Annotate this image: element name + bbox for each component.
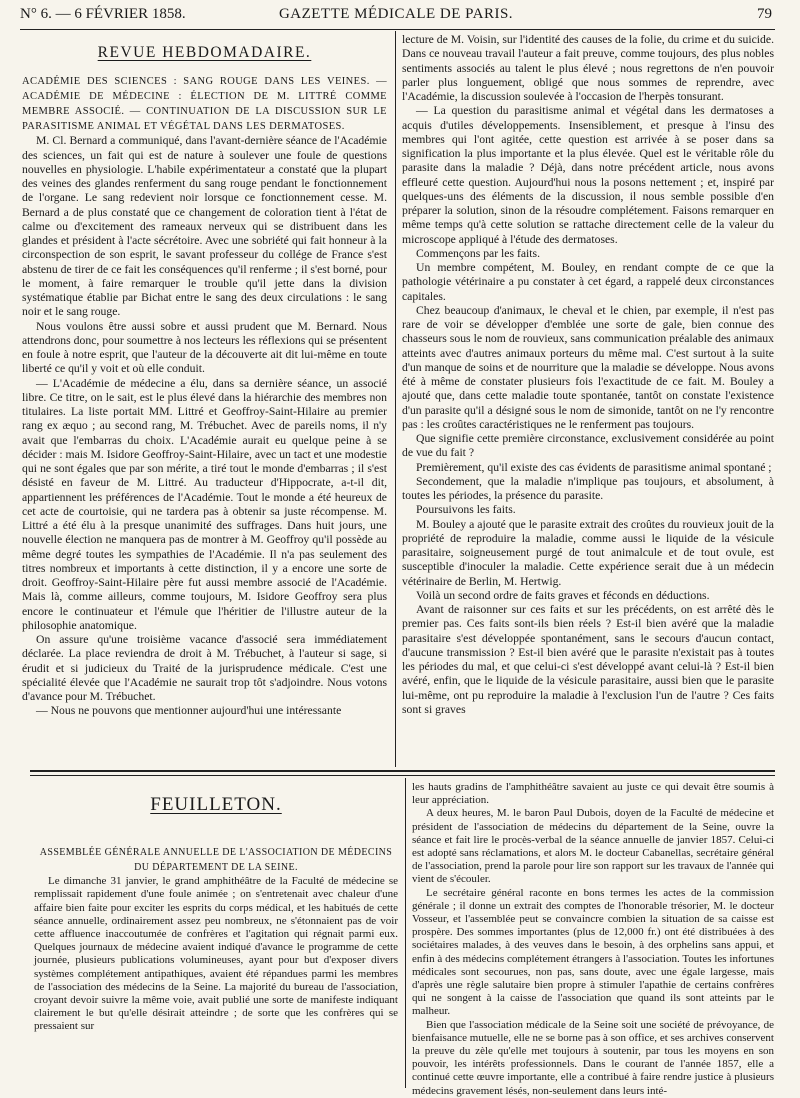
paragraph: M. Bouley a ajouté que le parasite extrait des croûtes du rouvieux jouit de la propriété de reproduire la maladie, comme aussi le liquide de la vésicule parasitaire, soigneusement purgé de tout animalcule et de tout ovule, est susceptible d'inoculer la maladie. Cette expérience serait due à un médecin vétérinaire de Berlin, M. Hertwig. (402, 517, 774, 588)
feuilleton-rule-bottom (30, 775, 775, 776)
upper-column-divider (395, 31, 396, 767)
paragraph: lecture de M. Voisin, sur l'identité des causes de la folie, du crime et du suicide. Dans ce nouveau travail l'auteur a fait preuve, comme toujours, des plus nobles sentiments associés au talent le plus élevé ; nous regrettons de n'en pouvoir parler plus longuement, obligé que nous sommes de reprendre, avec l'Académie, la discussion soulevée à l'occasion de l'herpès tonsurant. (402, 33, 774, 103)
paragraph: les hauts gradins de l'amphithéâtre savaient au juste ce qui devait être soumis à leur appréciation. (412, 781, 774, 807)
paragraph: On assure qu'une troisième vacance d'associé sera immédiatement déclarée. La place reviendra de droit à M. Trébuchet, à l'auteur si sage, si érudit et si judicieux du Traité de la jurisprudence médicale. C'est une spécialité élevée que l'Académie ne saurait trop tôt s'adjoindre. Nous votons d'avance pour M. Trébuchet. (22, 633, 387, 703)
page-number: 79 (757, 6, 772, 22)
revue-title: REVUE HEBDOMADAIRE. (97, 44, 312, 61)
paragraph: Bien que l'association médicale de la Seine soit une société de prévoyance, de bienfaisance mutuelle, elle ne se borne pas à son office, et ses archives conservent la preuve du zèle qu'elle met toujours à soutenir, par tous les moyens en son pouvoir, les intérêts professionnels. Dans le courant de l'année 1857, elle a continué cette œuvre importante, elle a contribué à faire rendre justice à plusieurs médecins gravement lésés, non-seulement dans leurs inté- (412, 1018, 774, 1097)
paragraph: Le dimanche 31 janvier, le grand amphithéâtre de la Faculté de médecine se remplissait rapidement d'une foule animée ; on s'entretenait avec chaleur d'une affaire bien faite pour exciter les esprits du corps médical, et les habitués de cette séance annuelle, ordinairement assez peu nombreux, ne s'étonnaient pas de voir cette affluence inaccoutumée de confrères et l'agitation qui régnait parmi eux. Quelques journaux de médecine avaient indiqué d'avance le programme de cette journée, plusieurs publications volumineuses, ayant pour but d'exposer divers systèmes complétement antipathiques, avaient été répandues parmi les membres de l'association des médecins de la Seine. La majorité du bureau de l'association, croyant devoir suivre la même voie, avait publié une sorte de manifeste indiquant clairement le but qu'elle désirait atteindre ; de sorte que les confrères qui se pressaient sur (34, 875, 398, 1033)
paragraph: Premièrement, qu'il existe des cas évidents de parasitisme animal spontané ; (416, 460, 772, 474)
feuilleton-right-column (412, 781, 774, 1097)
paragraph: Nous voulons être aussi sobre et aussi prudent que M. Bernard. Nous attendrons donc, pour soumettre à nos lecteurs les réflexions qui se présentent en foule à notre esprit, que l'auteur de la découverte ait dit lui-même en toute liberté ce qu'il y voit et où elle conduit. (22, 319, 387, 376)
paragraph: Un membre compétent, M. Bouley, en rendant compte de ce que la pathologie vétérinaire a pu constater à cet égard, a rappelé deux circonstances capitales. (402, 261, 774, 303)
feuilleton-subtitle: ASSEMBLÉE GÉNÉRALE ANNUELLE DE L'ASSOCIATION DE MÉDECINS DU DÉPARTEMENT DE LA SEINE. (39, 847, 393, 874)
paragraph: Poursuivons les faits. (416, 503, 516, 517)
paragraph: Commençons par les faits. (416, 246, 540, 260)
lower-column-divider (405, 778, 406, 1088)
paragraph: Chez beaucoup d'animaux, le cheval et le chien, par exemple, il n'est pas rare de voir se développer d'emblée une sorte de gale, bien connue des chasseurs sous le nom de rouvieux, sans communication préalable des animaux atteints avec d'autres animaux porteurs du même mal. C'est surtout à la suite d'un manque de soins et de nourriture que la maladie se développe. Nous avons été à même de constater plusieurs fois l'exactitude de ce fait. M. Bouley a ajouté que, dans cette maladie toute spontanée, tantôt on constate l'existence d'un parasite qu'il a désigné sous le nom de simonide, tantôt on ne l'y rencontre pas : les croûtes caractéristiques ne le renferment pas toujours. (402, 303, 774, 431)
paragraph: — La question du parasitisme animal et végétal dans les dermatoses a acquis d'utiles développements. Insensiblement, et presque à l'insu des membres qui l'ont agitée, cette question est arrivée à se poser dans sa signification la plus importante et la plus élevée. Quel est le véritable rôle du parasite dans la maladie ? Déjà, dans notre précédent article, nous avons effleuré cette question. Aujourd'hui nous la posons nettement ; et, inspiré par quelques-uns des éléments de la discussion, il nous semble possible d'en préparer la solution, sinon de la résoudre complétement. Faisons remarquer en même temps qu'à cette solution se rattache directement celle de la valeur du microscope appliqué à l'étude des dermatoses. (402, 104, 774, 246)
paragraph: — Nous ne pouvons que mentionner aujourd'hui une intéressante (36, 704, 342, 718)
paragraph: — L'Académie de médecine a élu, dans sa dernière séance, un associé libre. Ce titre, on le sait, est le plus élevé dans la hiérarchie des membres non titulaires. La liste portait MM. Littré et Geoffroy-Saint-Hilaire au premier rang ex æquo ; au second rang, M. Trébuchet. Avec de pareils noms, il n'y avait que l'embarras du choix. L'Académie aurait eu quelque peine à se décider : mais M. Isidore Geoffroy-Saint-Hilaire, avec un tact et une modestie qui ne sont égales que par son mérite, a tiré tout le monde d'embarras ; il s'est désisté en faveur de M. Littré. Au traducteur d'Hippocrate, a-t-il dit, appartiennent les préférences de l'Académie. Tout le monde a été heureux de cet acte de courtoisie, qui ne tardera pas à obtenir sa juste récompense. M. Littré a été élu à la presque unanimité des suffrages. Dans huit jours, une nouvelle élection ne manquera pas de montrer à M. Geoffroy qu'il possède au même degré toutes les sympathies de l'Académie. Il n'a pas seulement des titres nombreux et importants à cette distinction, il y a encore une sorte de droit. Geoffroy-Saint-Hilaire père fut aussi membre associé de l'Académie. Mais là, comme ailleurs, comme toujours, M. Isidore Geoffroy sera plus encore le continuateur et l'émule que l'héritier de l'illustre auteur de la philosophie anatomique. (22, 376, 387, 632)
paragraph: Secondement, que la maladie n'implique pas toujours, et absolument, à toutes les périodes, la présence du parasite. (402, 474, 774, 502)
revue-summary: ACADÉMIE DES SCIENCES : SANG ROUGE DANS LES VEINES. — ACADÉMIE DE MÉDECINE : ÉLECTION DE M. LITTRÉ COMME MEMBRE ASSOCIÉ. — CONTINUATION DE LA DISCUSSION SUR LE PARASITISME ANIMAL ET VÉGÉTAL DANS LES DERMATOSES. (22, 76, 387, 133)
paragraph: Le secrétaire général raconte en bons termes les actes de la commission générale ; il donne un extrait des comptes de l'honorable trésorier, M. le docteur Vosseur, et l'assemblée peut se convaincre combien la situation de sa caisse est prospère. Des sommes importantes (plus de 12,000 fr.) ont été distribuées à des sociétaires malades, à des veuves dans le besoin, à des orphelins sans appui, et enfin à des médecins complétement étrangers à l'association. Toutes les infortunes médicales sont secourues, non pas, sans doute, avec une égale largesse, mais d'après une règle salutaire bien propre à stimuler l'apathie de certains confrères qui ne songent à la caisse de l'association que quand ils sont atteints par le malheur. (412, 886, 774, 1018)
feuilleton-title: FEUILLETON. (150, 794, 282, 815)
feuilleton-rule-top (30, 770, 775, 772)
feuilleton-left-column (34, 780, 398, 1090)
running-header (20, 4, 772, 28)
paragraph: Avant de raisonner sur ces faits et sur les précédents, on est arrêté dès le premier pas. Ces faits sont-ils bien réels ? Est-il bien avéré que la maladie parasitaire s'est développée spontanément, sans le secours d'aucun contact, d'aucune transmission ? Est-il bien avéré que le parasite n'existait pas à toutes les périodes du mal, et que celui-ci s'est développé avant celui-là ? Est-il bien avéré, enfin, que le liquide de la vésicule parasitaire, aussi bien que le parasite lui-même, ont pu reproduire la maladie à l'exclusion l'un de l'autre ? Ces faits sont si graves (402, 603, 774, 716)
issue-number: N° 6. — 6 FÉVRIER 1858. (20, 6, 186, 22)
header-rule (20, 29, 775, 30)
paragraph: Voilà un second ordre de faits graves et féconds en déductions. (416, 588, 710, 602)
paragraph: M. Cl. Bernard a communiqué, dans l'avant-dernière séance de l'Académie des sciences, un fait qui est de nature à soulever une foule de questions nouvelles en physiologie. L'habile expérimentateur a constaté que la plupart des veines des glandes renferment du sang rouge pendant le fonctionnement de l'organe. Le sang redevient noir lorsque ce fonctionnement cesse. M. Bernard a de plus constaté que ce changement de coloration tient à l'état de calme ou d'excitement des rameaux nerveux qui se distribuent dans les glandes et président à l'acte sécrétoire. Avec une sobriété qui fait honneur à la circonspection de son esprit, le savant professeur du collége de France s'est abstenu de tirer de ce fait les conséquences qu'il renferme ; il s'est borné, pour le moment, à faire remarquer le trouble qu'il jette dans la division systématique établie par Bichat entre le sang des deux circulations : le sang noir et le sang rouge. (22, 134, 387, 319)
revue-right-column (402, 33, 774, 767)
journal-title: GAZETTE MÉDICALE DE PARIS. (278, 6, 514, 22)
paragraph: A deux heures, M. le baron Paul Dubois, doyen de la Faculté de médecine et président de l'association de médecins du département de la Seine, ouvre la séance et fait lire le procès-verbal de la séance annuelle de janvier 1857. Celui-ci est adopté sans réclamations, et alors M. le docteur Cabanellas, secrétaire général de l'association, prend la parole pour lire son rapport sur les travaux de l'année qui vient de s'écouler. (412, 807, 774, 886)
paragraph: Que signifie cette première circonstance, exclusivement considérée au point de vue du fait ? (402, 432, 774, 460)
revue-left-column (22, 32, 387, 767)
